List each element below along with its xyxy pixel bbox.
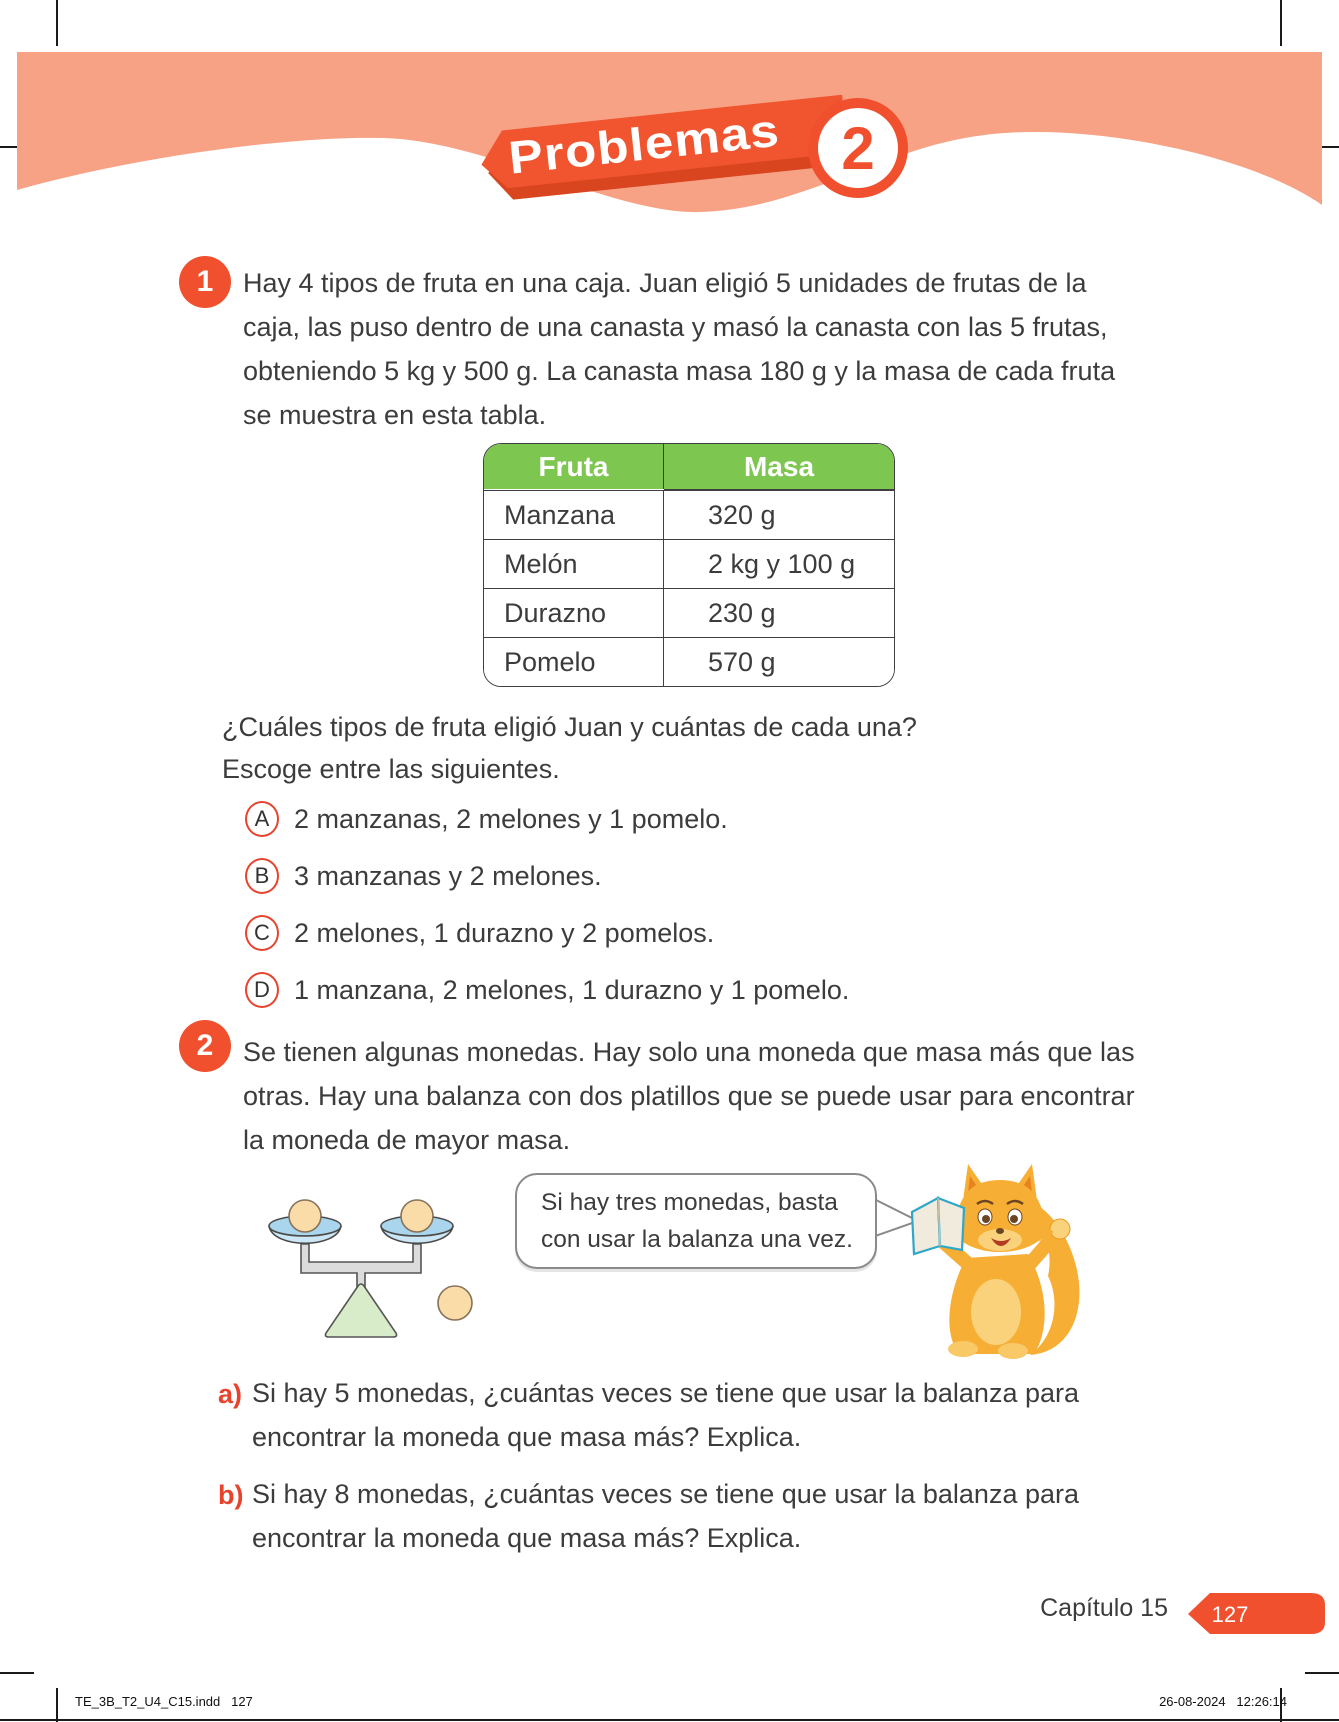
balance-frame (301, 1244, 421, 1289)
option-d-letter-circle (245, 972, 279, 1008)
fox-paw-right (1050, 1219, 1070, 1239)
option-b (245, 855, 602, 897)
crop-mark (56, 1688, 58, 1722)
option-letter: A (254, 806, 270, 831)
fox-foot (998, 1343, 1028, 1359)
question-line: ¿Cuáles tipos de fruta eligió Juan y cuántas de cada una? (222, 712, 917, 742)
option-letter: B (254, 863, 270, 888)
option-b-text: 3 manzanas y 2 melones. (294, 860, 602, 891)
problem-1-statement (243, 261, 1115, 437)
option-a-letter-circle (245, 801, 279, 837)
option-d-text: 1 manzana, 2 melones, 1 durazno y 1 pomelo. (294, 974, 850, 1005)
fox-nose (996, 1228, 1004, 1234)
statement-line: otras. Hay una balanza con dos platillos que se puede usar para encontrar (243, 1081, 1135, 1111)
table-cell: 570 g (664, 637, 894, 686)
subquestion-line: Si hay 8 monedas, ¿cuántas veces se tiene que usar la balanza para (252, 1479, 1080, 1509)
option-a (245, 798, 728, 840)
speech-bubble (515, 1173, 877, 1269)
option-c-letter-circle (245, 915, 279, 951)
ribbon-title: Problemas (506, 106, 755, 184)
table-cell: 320 g (664, 490, 894, 539)
table-cell: 230 g (664, 588, 894, 637)
page-number-tag (1180, 1588, 1330, 1640)
option-letter: C (254, 920, 270, 945)
table-cell: Melón (484, 539, 664, 588)
subquestion-b-text (252, 1472, 1079, 1560)
table-cell: Pomelo (484, 637, 664, 686)
option-a-text: 2 manzanas, 2 melones y 1 pomelo. (294, 803, 728, 834)
option-d (245, 969, 849, 1011)
subquestion-b-label: b) (218, 1480, 244, 1510)
table-cell: 2 kg y 100 g (664, 539, 894, 588)
coin-on-left-pan (289, 1200, 321, 1232)
fox-belly (971, 1279, 1021, 1345)
table-cell: Manzana (484, 490, 664, 539)
print-file-label: TE_3B_T2_U4_C15.indd 127 (75, 1694, 253, 1709)
book-icon (912, 1198, 964, 1254)
page-number: 127 (1211, 1602, 1249, 1627)
fox-pupil-left (982, 1215, 990, 1223)
subquestion-a-text (252, 1371, 1079, 1459)
header-banner (0, 0, 1339, 250)
speech-bubble-line: Si hay tres monedas, basta (541, 1189, 838, 1216)
statement-line: se muestra en esta tabla. (243, 400, 547, 430)
table-cell: Durazno (484, 588, 664, 637)
chapter-label: Capítulo 15 (1040, 1594, 1168, 1622)
problem-1-badge (179, 256, 231, 308)
balance-scale-illustration (258, 1190, 490, 1350)
option-letter: D (254, 977, 270, 1002)
statement-line: la moneda de mayor masa. (243, 1125, 571, 1155)
speech-bubble-line: con usar la balanza una vez. (541, 1226, 853, 1253)
crop-mark (1305, 1672, 1339, 1674)
fruit-mass-table (483, 443, 895, 687)
option-c (245, 912, 714, 954)
fox-foot (948, 1341, 978, 1357)
subquestion-line: encontrar la moneda que masa más? Explica. (252, 1523, 802, 1553)
lesson-number: 2 (841, 115, 875, 182)
table-header-masa: Masa (664, 444, 894, 490)
statement-line: Hay 4 tipos de fruta en una caja. Juan eligió 5 unidades de frutas de la (243, 268, 1087, 298)
table-header-fruta: Fruta (484, 444, 664, 489)
loose-coin (438, 1286, 472, 1320)
problem-2-number: 2 (196, 1029, 214, 1062)
problem-1-question (222, 706, 917, 790)
crop-mark (0, 1672, 34, 1674)
question-line: Escoge entre las siguientes. (222, 754, 560, 784)
statement-line: Se tienen algunas monedas. Hay solo una moneda que masa más que las (243, 1037, 1135, 1067)
option-b-letter-circle (245, 858, 279, 894)
page-bottom-edge (0, 1719, 1339, 1721)
fox-mascot-illustration (900, 1150, 1100, 1375)
subquestion-line: Si hay 5 monedas, ¿cuántas veces se tiene que usar la balanza para (252, 1378, 1080, 1408)
print-datetime: 26-08-2024 12:26:14 (1159, 1694, 1287, 1709)
option-c-text: 2 melones, 1 durazno y 2 pomelos. (294, 917, 715, 948)
statement-line: obteniendo 5 kg y 500 g. La canasta masa 180 g y la masa de cada fruta (243, 356, 1116, 386)
problem-2-badge (179, 1020, 231, 1072)
coin-on-right-pan (401, 1200, 433, 1232)
subquestion-a-label: a) (218, 1379, 243, 1409)
balance-base-triangle (325, 1284, 396, 1337)
fox-pupil-right (1010, 1215, 1018, 1223)
problem-2-statement (243, 1030, 1135, 1162)
problem-1-number: 1 (196, 265, 214, 298)
statement-line: caja, las puso dentro de una canasta y masó la canasta con las 5 frutas, (243, 312, 1108, 342)
subquestion-line: encontrar la moneda que masa más? Explica. (252, 1422, 802, 1452)
